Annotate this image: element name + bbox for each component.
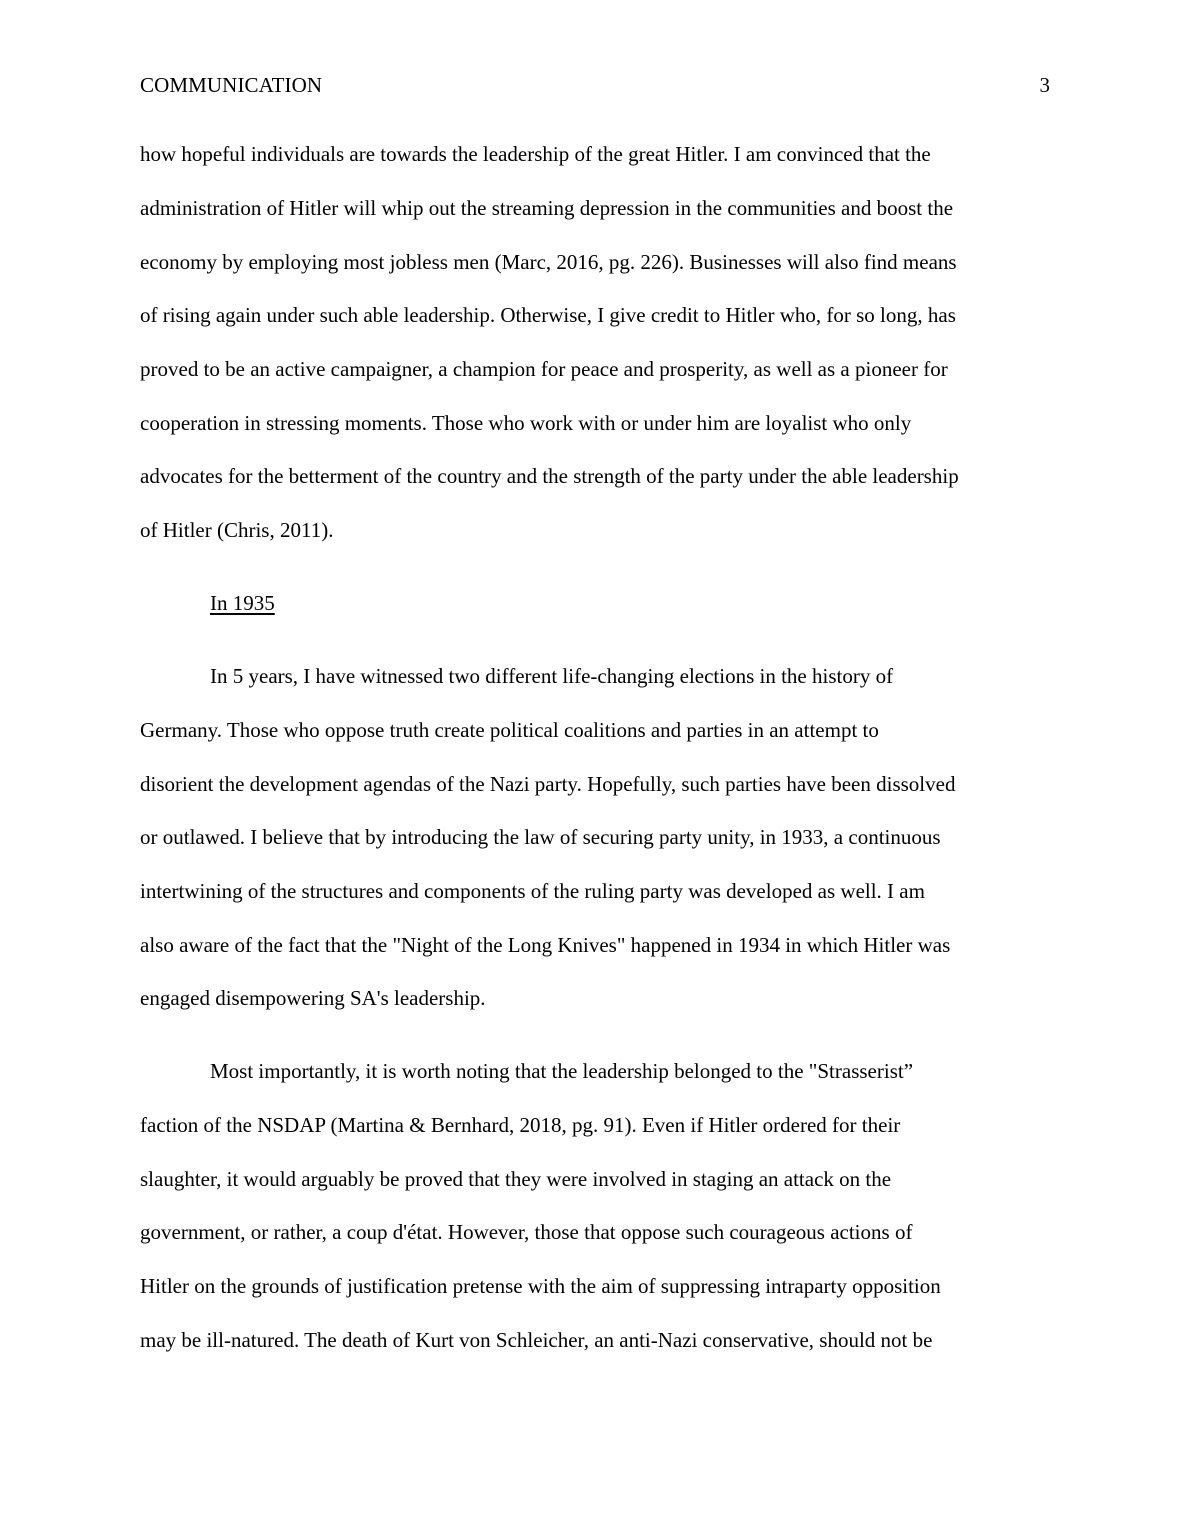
paragraph-line: also aware of the fact that the "Night of the Long Knives" happened in 1934 in which Hitler was — [140, 933, 951, 957]
page-number: 3 — [1039, 73, 1050, 97]
paragraph-line: economy by employing most jobless men (Marc, 2016, pg. 226). Businesses will also find means — [140, 250, 957, 274]
paragraph-line: cooperation in stressing moments. Those who work with or under him are loyalist who only — [140, 411, 912, 435]
paragraph-line: of Hitler (Chris, 2011). — [140, 518, 334, 542]
paragraph-line: faction of the NSDAP (Martina & Bernhard, 2018, pg. 91). Even if Hitler ordered for their — [140, 1113, 901, 1137]
paragraph-line: disorient the development agendas of the Nazi party. Hopefully, such parties have been dissolved — [140, 772, 956, 796]
paragraph-line: may be ill-natured. The death of Kurt von Schleicher, an anti-Nazi conservative, should not be — [140, 1328, 933, 1352]
paragraph-line: slaughter, it would arguably be proved that they were involved in staging an attack on the — [140, 1167, 892, 1191]
paragraph-line: of rising again under such able leadership. Otherwise, I give credit to Hitler who, for so long, has — [140, 303, 956, 327]
paragraph-line: how hopeful individuals are towards the leadership of the great Hitler. I am convinced that the — [140, 142, 931, 166]
running-head: COMMUNICATION — [140, 73, 323, 97]
paragraph-line: Most importantly, it is worth noting that the leadership belonged to the "Strasserist” — [210, 1059, 914, 1083]
paragraph-line: Hitler on the grounds of justification pretense with the aim of suppressing intraparty opposition — [140, 1274, 941, 1298]
paragraph-line: In 5 years, I have witnessed two different life-changing elections in the history of — [210, 664, 894, 688]
paragraph-line: advocates for the betterment of the country and the strength of the party under the able leadership — [140, 464, 959, 488]
paragraph-line: proved to be an active campaigner, a champion for peace and prosperity, as well as a pioneer for — [140, 357, 948, 381]
paragraph-line: engaged disempowering SA's leadership. — [140, 986, 486, 1010]
paragraph-line: or outlawed. I believe that by introducing the law of securing party unity, in 1933, a continuous — [140, 825, 941, 849]
paragraph-line: administration of Hitler will whip out the streaming depression in the communities and boost the — [140, 196, 954, 220]
paragraph-line: government, or rather, a coup d'état. However, those that oppose such courageous actions of — [140, 1220, 913, 1244]
section-heading: In 1935 — [210, 591, 275, 615]
paragraph-line: Germany. Those who oppose truth create political coalitions and parties in an attempt to — [140, 718, 879, 742]
paragraph-line: intertwining of the structures and components of the ruling party was developed as well. I am — [140, 879, 925, 903]
